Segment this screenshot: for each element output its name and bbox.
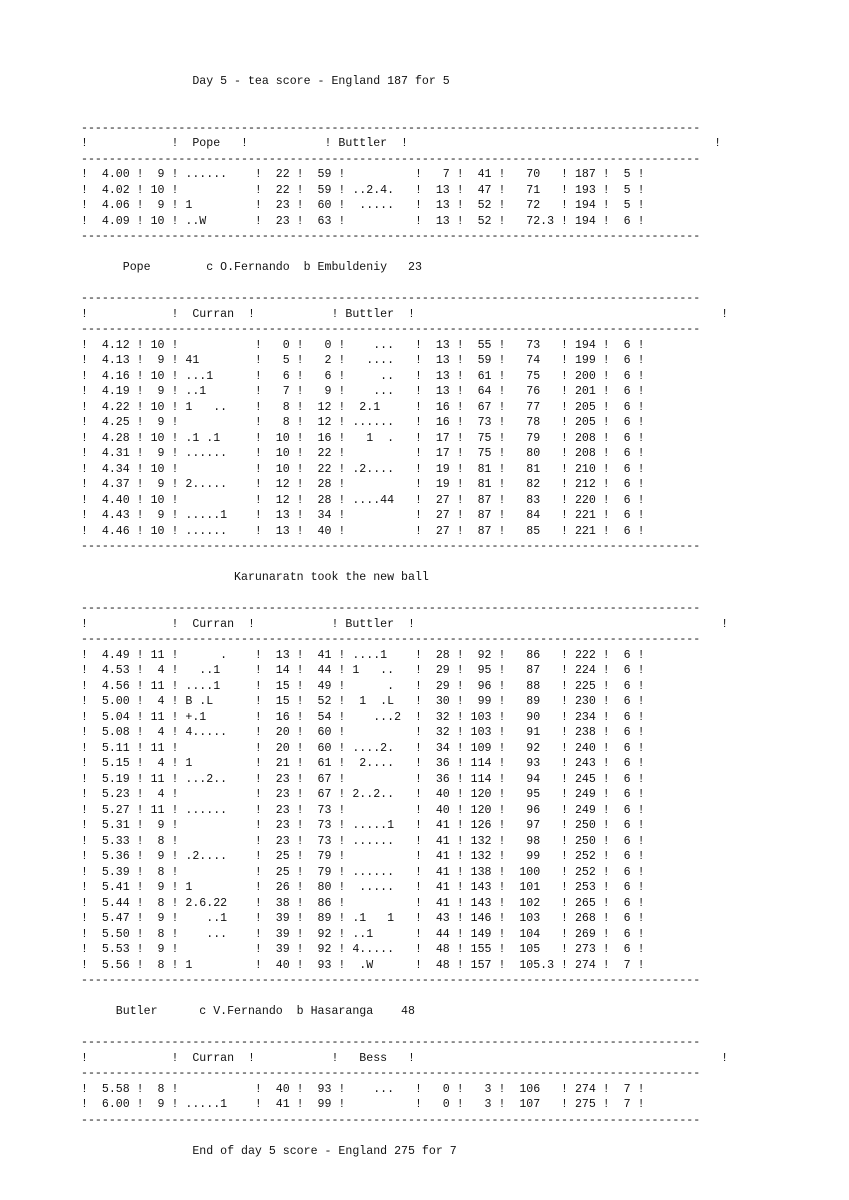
table-row: ! 5.53 ! 9 ! ! 39 ! 92 ! 4..... ! 48 ! 155 ! 105 ! 273 ! 6 ! — [81, 943, 645, 956]
table-row: ! 5.08 ! 4 ! 4..... ! 20 ! 60 ! ! 32 ! 103 ! 91 ! 238 ! 6 ! — [81, 726, 645, 739]
table-row: ! 4.46 ! 10 ! ...... ! 13 ! 40 ! ! 27 ! 87 ! 85 ! 221 ! 6 ! — [81, 524, 645, 538]
table-row: ! 4.40 ! 10 ! ! 12 ! 28 ! ....44 ! 27 ! 87 ! 83 ! 220 ! 6 ! — [81, 493, 645, 507]
rule-line: ----------------------------------------------------------------------------------------- — [81, 1036, 701, 1049]
table-row: ! 5.50 ! 8 ! ... ! 39 ! 92 ! ..1 ! 44 ! 149 ! 104 ! 269 ! 6 ! — [81, 927, 645, 941]
table-row: ! 4.00 ! 9 ! ...... ! 22 ! 59 ! ! 7 ! 41 ! 70 ! 187 ! 5 ! — [81, 168, 645, 181]
section-header: ! ! Curran ! ! Buttler ! ! — [81, 307, 729, 321]
table-row: ! 4.09 ! 10 ! ..W ! 23 ! 63 ! ! 13 ! 52 ! 72.3 ! 194 ! 6 ! — [81, 214, 645, 228]
table-row: ! 5.23 ! 4 ! ! 23 ! 67 ! 2..2.. ! 40 ! 120 ! 95 ! 249 ! 6 ! — [81, 788, 645, 801]
rule-line: ----------------------------------------------------------------------------------------- — [81, 1113, 701, 1127]
table-row: ! 4.13 ! 9 ! 41 ! 5 ! 2 ! .... ! 13 ! 59 ! 74 ! 199 ! 6 ! — [81, 354, 645, 367]
section-header: ! ! Pope ! ! Buttler ! ! — [81, 137, 722, 150]
score-section-curran-bess — [81, 1035, 728, 1159]
table-row: ! 4.56 ! 11 ! ....1 ! 15 ! 49 ! . ! 29 ! 96 ! 88 ! 225 ! 6 ! — [81, 679, 645, 693]
table-row: ! 5.11 ! 11 ! ! 20 ! 60 ! ....2. ! 34 ! 109 ! 92 ! 240 ! 6 ! — [81, 741, 645, 755]
table-row: ! 5.04 ! 11 ! +.1 ! 16 ! 54 ! ...2 ! 32 ! 103 ! 90 ! 234 ! 6 ! — [81, 710, 645, 724]
rule-line: ----------------------------------------------------------------------------------------- — [81, 292, 701, 305]
table-row: ! 4.37 ! 9 ! 2..... ! 12 ! 28 ! ! 19 ! 81 ! 82 ! 212 ! 6 ! — [81, 478, 645, 491]
table-row: ! 5.41 ! 9 ! 1 ! 26 ! 80 ! ..... ! 41 ! 143 ! 101 ! 253 ! 6 ! — [81, 881, 645, 894]
table-row: ! 4.22 ! 10 ! 1 .. ! 8 ! 12 ! 2.1 ! 16 ! 67 ! 77 ! 205 ! 6 ! — [81, 400, 645, 414]
section-header: ! ! Curran ! ! Bess ! ! — [81, 1051, 729, 1065]
dismissal-note: Pope c O.Fernando b Embuldeniy 23 — [81, 261, 422, 274]
table-row: ! 4.16 ! 10 ! ...1 ! 6 ! 6 ! .. ! 13 ! 61 ! 75 ! 200 ! 6 ! — [81, 369, 645, 383]
table-row: ! 4.06 ! 9 ! 1 ! 23 ! 60 ! ..... ! 13 ! 52 ! 72 ! 194 ! 5 ! — [81, 199, 645, 212]
rule-line: ----------------------------------------------------------------------------------------- — [81, 1067, 701, 1080]
table-row: ! 5.31 ! 9 ! ! 23 ! 73 ! .....1 ! 41 ! 126 ! 97 ! 250 ! 6 ! — [81, 819, 645, 832]
table-row: ! 5.33 ! 8 ! ! 23 ! 73 ! ...... ! 41 ! 132 ! 98 ! 250 ! 6 ! — [81, 834, 645, 848]
table-row: ! 4.12 ! 10 ! ! 0 ! 0 ! ... ! 13 ! 55 ! 73 ! 194 ! 6 ! — [81, 338, 645, 352]
score-section-new-ball — [81, 601, 728, 1035]
table-row: ! 4.34 ! 10 ! ! 10 ! 22 ! .2.... ! 19 ! 81 ! 81 ! 210 ! 6 ! — [81, 462, 645, 476]
table-row: ! 5.44 ! 8 ! 2.6.22 ! 38 ! 86 ! ! 41 ! 143 ! 102 ! 265 ! 6 ! — [81, 896, 645, 910]
table-row: ! 5.15 ! 4 ! 1 ! 21 ! 61 ! 2.... ! 36 ! 114 ! 93 ! 243 ! 6 ! — [81, 757, 645, 770]
rule-line: ----------------------------------------------------------------------------------------- — [81, 602, 701, 615]
table-row: ! 6.00 ! 9 ! .....1 ! 41 ! 99 ! ! 0 ! 3 ! 107 ! 275 ! 7 ! — [81, 1098, 645, 1111]
new-ball-note: Karunaratn took the new ball — [81, 571, 429, 584]
table-row: ! 4.25 ! 9 ! ! 8 ! 12 ! ...... ! 16 ! 73 ! 78 ! 205 ! 6 ! — [81, 416, 645, 429]
table-row: ! 5.19 ! 11 ! ...2.. ! 23 ! 67 ! ! 36 ! 114 ! 94 ! 245 ! 6 ! — [81, 772, 645, 786]
rule-line: ----------------------------------------------------------------------------------------- — [81, 633, 701, 646]
scorecard-sheet — [81, 74, 728, 1159]
tea-score-heading: Day 5 - tea score - England 187 for 5 — [81, 75, 450, 88]
score-section-curran-buttler — [81, 291, 728, 601]
table-row: ! 4.49 ! 11 ! . ! 13 ! 41 ! ....1 ! 28 ! 92 ! 86 ! 222 ! 6 ! — [81, 648, 645, 662]
table-row: ! 4.28 ! 10 ! .1 .1 ! 10 ! 16 ! 1 . ! 17 ! 75 ! 79 ! 208 ! 6 ! — [81, 431, 645, 445]
table-row: ! 4.02 ! 10 ! ! 22 ! 59 ! ..2.4. ! 13 ! 47 ! 71 ! 193 ! 5 ! — [81, 183, 645, 197]
score-section-pope-buttler — [81, 121, 728, 292]
end-of-day-footer: End of day 5 score - England 275 for 7 — [81, 1144, 457, 1158]
rule-line: ----------------------------------------------------------------------------------------- — [81, 121, 701, 135]
table-row: ! 4.31 ! 9 ! ...... ! 10 ! 22 ! ! 17 ! 75 ! 80 ! 208 ! 6 ! — [81, 447, 645, 460]
table-row: ! 5.47 ! 9 ! ..1 ! 39 ! 89 ! .1 1 ! 43 ! 146 ! 103 ! 268 ! 6 ! — [81, 912, 645, 925]
table-row: ! 5.00 ! 4 ! B .L ! 15 ! 52 ! 1 .L ! 30 ! 99 ! 89 ! 230 ! 6 ! — [81, 695, 645, 708]
table-row: ! 5.56 ! 8 ! 1 ! 40 ! 93 ! .W ! 48 ! 157 ! 105.3 ! 274 ! 7 ! — [81, 958, 645, 972]
table-row: ! 5.58 ! 8 ! ! 40 ! 93 ! ... ! 0 ! 3 ! 106 ! 274 ! 7 ! — [81, 1082, 645, 1096]
rule-line: ----------------------------------------------------------------------------------------- — [81, 323, 701, 336]
rule-line: ----------------------------------------------------------------------------------------- — [81, 974, 701, 987]
dismissal-note: Butler c V.Fernando b Hasaranga 48 — [81, 1005, 415, 1018]
table-row: ! 5.27 ! 11 ! ...... ! 23 ! 73 ! ! 40 ! 120 ! 96 ! 249 ! 6 ! — [81, 803, 645, 817]
rule-line: ----------------------------------------------------------------------------------------- — [81, 230, 701, 243]
rule-line: ----------------------------------------------------------------------------------------- — [81, 540, 701, 553]
table-row: ! 5.36 ! 9 ! .2.... ! 25 ! 79 ! ! 41 ! 132 ! 99 ! 252 ! 6 ! — [81, 850, 645, 863]
table-row: ! 4.19 ! 9 ! ..1 ! 7 ! 9 ! ... ! 13 ! 64 ! 76 ! 201 ! 6 ! — [81, 385, 645, 398]
rule-line: ----------------------------------------------------------------------------------------- — [81, 152, 701, 166]
table-row: ! 4.43 ! 9 ! .....1 ! 13 ! 34 ! ! 27 ! 87 ! 84 ! 221 ! 6 ! — [81, 509, 645, 522]
table-row: ! 4.53 ! 4 ! ..1 ! 14 ! 44 ! 1 .. ! 29 ! 95 ! 87 ! 224 ! 6 ! — [81, 664, 645, 677]
table-row: ! 5.39 ! 8 ! ! 25 ! 79 ! ...... ! 41 ! 138 ! 100 ! 252 ! 6 ! — [81, 865, 645, 879]
section-header: ! ! Curran ! ! Buttler ! ! — [81, 617, 729, 631]
